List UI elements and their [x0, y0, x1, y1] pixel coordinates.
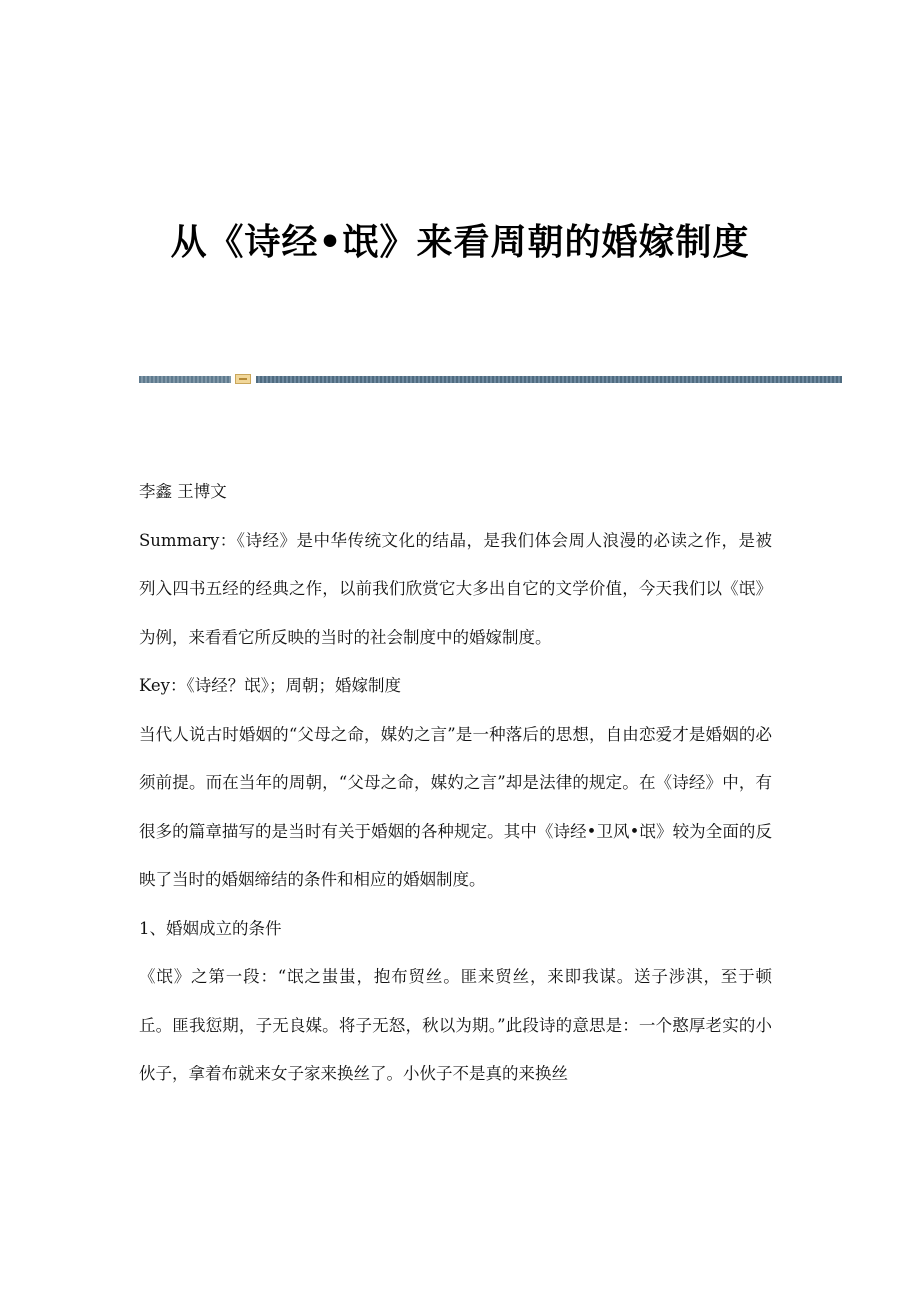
summary-paragraph: Summary：《诗经》是中华传统文化的结晶，是我们体会周人浪漫的必读之作，是被列入四书五经的经典之作，以前我们欣赏它大多出自它的文学价值，今天我们以《氓》为例，来看看它所反映的当时的社会制度中的婚嫁制度。 — [139, 530, 772, 647]
divider-bar-right — [256, 376, 842, 383]
page-title: 从《诗经•氓》来看周朝的婚嫁制度 — [170, 222, 750, 263]
divider-ornament-icon — [235, 374, 251, 384]
body-paragraph-2: 《氓》之第一段：“氓之蚩蚩，抱布贸丝。匪来贸丝，来即我谋。送子涉淇，至于顿丘。匪我愆期，子无良媒。将子无怒，秋以为期。”此段诗的意思是：一个憨厚老实的小伙子，拿着布就来女子家来换丝了。小伙子不是真的来换丝 — [139, 967, 772, 1083]
authors: 李鑫 王博文 — [139, 482, 227, 501]
title-divider — [139, 374, 842, 384]
section-heading-1: 1、婚姻成立的条件 — [139, 918, 282, 938]
body-paragraph-1: 当代人说古时婚姻的“父母之命，媒妁之言”是一种落后的思想，自由恋爱才是婚姻的必须前提。而在当年的周朝，“父母之命，媒妁之言”却是法律的规定。在《诗经》中，有很多的篇章描写的是当时有关于婚姻的各种规定。其中《诗经•卫风•氓》较为全面的反映了当时的婚姻缔结的条件和相应的婚姻制度。 — [139, 724, 772, 889]
divider-bar-left — [139, 376, 231, 383]
article-body — [139, 468, 772, 1099]
keywords: Key：《诗经？氓》；周朝；婚嫁制度 — [139, 676, 401, 695]
